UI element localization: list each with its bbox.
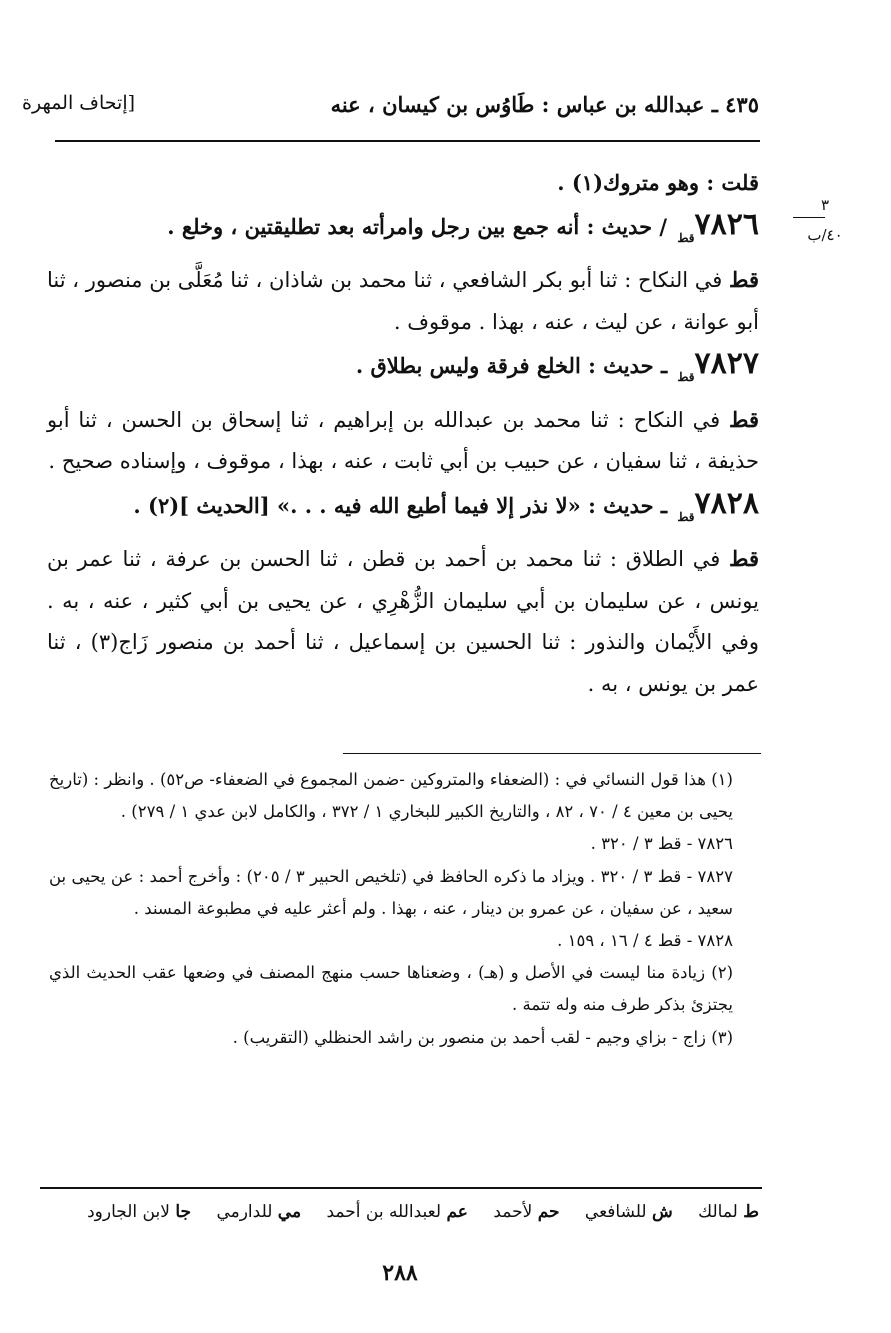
- reference-7828: ٧٨٢٨ - قط ٤ / ١٦ ، ١٥٩ .: [557, 931, 733, 951]
- reference-7826: ٧٨٢٦ - قط ٣ / ٣٢٠ .: [590, 834, 733, 854]
- main-text: [47, 162, 759, 705]
- running-header: ٤٣٥ ـ عبدالله بن عباس : طَاوُس بن كيسان ، عنه: [330, 92, 759, 117]
- legend-item: ط لمالك: [698, 1202, 759, 1222]
- hadith-7826-isnad: [47, 259, 759, 343]
- book-title-header: [إتحاف المهرة: [22, 92, 136, 114]
- hadith-7828-heading: [47, 483, 759, 539]
- hadith-title: ـ حديث : الخلع فرقة وليس بطلاق .: [355, 353, 675, 378]
- hadith-7828-isnad: [47, 538, 759, 705]
- source-siglum: قط: [677, 230, 695, 245]
- footnote-1: (١) هذا قول النسائي في : (الضعفاء والمتروكين -ضمن المجموع في الضعفاء- ص٥٢) . وانظر : (تاريخ يحيى بن معين ٤ / ٧٠ ، ٨٢ ، والتاريخ الكبير للبخاري ١ / ٣٧٢ ، والكامل لابن عدي ١ / ٢٧٩) .: [49, 770, 733, 822]
- source-siglum: قط: [677, 370, 695, 384]
- footnotes: [49, 764, 759, 1054]
- legend-item: عم لعبدالله بن أحمد: [326, 1202, 468, 1222]
- source-label: قط: [729, 267, 759, 292]
- hadith-number: ٧٨٢٨: [694, 485, 759, 521]
- legend-item: جا لابن الجارود: [87, 1202, 192, 1222]
- footnote-rule: [343, 753, 761, 754]
- footnote-3: (٣) زاج - بزاي وجيم - لقب أحمد بن منصور بن راشد الحنظلي (التقريب) .: [232, 1027, 733, 1047]
- hadith-7827-isnad: [47, 399, 759, 483]
- hadith-title: / حديث : أنه جمع بين رجل وامرأته بعد تطليقتين ، وخلع .: [167, 213, 675, 239]
- legend-item: حم لأحمد: [493, 1202, 560, 1222]
- isnad-text: في النكاح : ثنا محمد بن عبدالله بن إبراهيم ، ثنا إسحاق بن الحسن ، ثنا أبو حذيفة ، ثنا سفيان ، عن حبيب بن أبي ثابت ، عنه ، بهذا ، موقوف ، وإسناده صحيح .: [47, 407, 759, 473]
- intro-line: قلت : وهو متروك(١) .: [557, 170, 759, 195]
- hadith-number: ٧٨٢٧: [694, 346, 759, 381]
- margin-note-volume: ٣: [820, 196, 830, 214]
- isnad-text: في الطلاق : ثنا محمد بن أحمد بن قطن ، ثنا الحسن بن عرفة ، ثنا عمر بن يونس ، عن سليمان بن أبي سليمان الزُّهْرِي ، عن يحيى بن أبي كثير ، عنه ، به . وفي الأَيْمان والنذور : ثنا الحسين بن إسماعيل ، ثنا أحمد بن منصور زَاج(٣) ، ثنا عمر بن يونس ، به .: [47, 547, 759, 696]
- page-number: ٢٨٨: [382, 1260, 418, 1286]
- hadith-7826-heading: [47, 204, 759, 260]
- footnote-2: (٢) زيادة منا ليست في الأصل و (هـ) ، وضعناها حسب منهج المصنف في وضعها عقب الحديث الذي يجتزئ بذكر طرف منه وله تتمة .: [49, 963, 733, 1015]
- legend-item: ش للشافعي: [584, 1202, 673, 1222]
- siglum-legend: [34, 1202, 759, 1222]
- hadith-number: ٧٨٢٦: [694, 206, 759, 242]
- source-label: قط: [729, 406, 759, 432]
- legend-rule: [40, 1187, 762, 1189]
- header-rule: [55, 140, 760, 142]
- hadith-title: ـ حديث : «لا نذر إلا فيما أطيع الله فيه . . .» [الحديث ](٢) .: [133, 492, 675, 518]
- margin-note-divider: [793, 217, 825, 218]
- source-siglum: قط: [677, 509, 695, 524]
- isnad-text: في النكاح : ثنا أبو بكر الشافعي ، ثنا محمد بن شاذان ، ثنا مُعَلَّى بن منصور ، ثنا أبو عوانة ، عن ليث ، عنه ، بهذا . موقوف .: [47, 268, 759, 334]
- margin-note-folio: ٤٠/ب: [807, 226, 843, 244]
- source-label: قط: [729, 546, 759, 571]
- reference-7827: ٧٨٢٧ - قط ٣ / ٣٢٠ . ويزاد ما ذكره الحافظ في (تلخيص الحبير ٣ / ٢٠٥) : وأخرج أحمد : عن يحيى بن سعيد ، عن سفيان ، عن عمرو بن دينار ، عنه ، بهذا . ولم أعثر عليه في مطبوعة المسند .: [49, 866, 733, 918]
- legend-item: مي للدارمي: [216, 1202, 302, 1222]
- hadith-7827-heading: [47, 343, 759, 399]
